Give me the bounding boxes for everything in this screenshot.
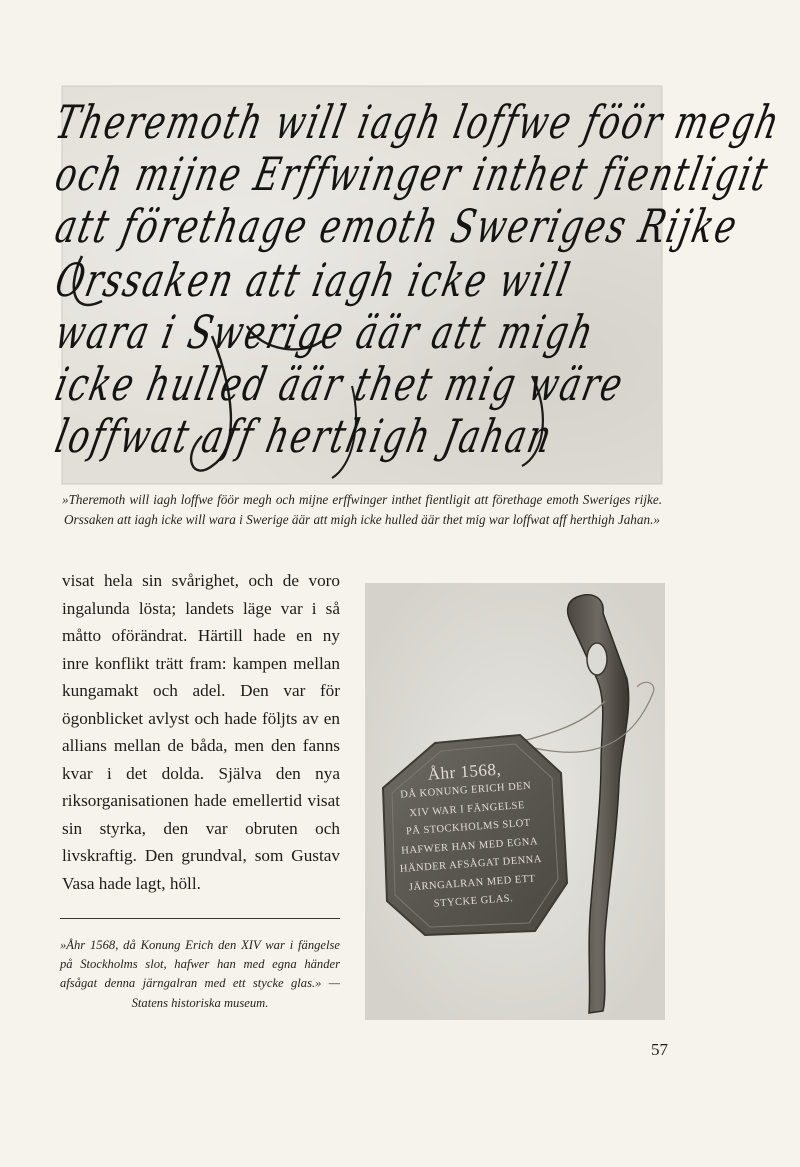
plaque-line: Åhr 1568, [427, 759, 502, 784]
manuscript-line: loffwat aff herthigh Jahan [50, 410, 558, 464]
caption-divider [60, 918, 340, 919]
manuscript-line: Orssaken att iagh icke will [50, 254, 576, 308]
plaque-line: DÅ KONUNG ERICH DEN [399, 780, 532, 801]
bar-hole [587, 643, 607, 675]
plaque-line: XIV WAR I FÄNGELSE [408, 799, 526, 819]
manuscript-line: icke hulled äär thet mig wäre [50, 358, 629, 412]
manuscript-line: och mijne Erffwinger inthet fientligit [50, 148, 774, 202]
body-paragraph: visat hela sin svårighet, och de voro ingalunda lösta; landets läge var i så måtto oförändrat. Härtill hade en ny inre konflikt trätt fram: kampen mellan kungamakt och adel. Den var för ögonblicket avlyst och hade följts av en allians mellan de båda, men den fanns kvar i det dolda. Själva den nya riksorganisationen hade emellertid visat sin styrka, den var obruten och livskraftig. Den grundval, som Gustav Vasa hade lagt, höll. [62, 571, 340, 893]
hanging-string [515, 701, 605, 743]
manuscript-caption: »Theremoth will iagh loffwe föör megh och mijne erffwinger inthet fientligit att förethage emoth Sweriges rijke. Orssaken att iagh icke will wara i Swerige äär att migh icke hulled äär thet mig war loffwat aff herthigh Jahan.» [62, 492, 662, 527]
page-number: 57 [651, 1040, 668, 1059]
plaque-line: STYCKE GLAS. [433, 893, 514, 910]
manuscript-line: att förethage emoth Sweriges Rijke [50, 200, 744, 254]
manuscript-line: wara i Swerige äär att migh [50, 306, 600, 360]
object-caption: »Åhr 1568, då Konung Erich den XIV war i fängelse på Stockholms slot, hafwer han med egna händer afsågat denna järngalran med ett stycke glas.» — Statens historiska museum. [60, 938, 340, 1010]
plaque-line: HAFWER HAN MED EGNA [400, 835, 539, 857]
manuscript-photo [50, 86, 786, 484]
plaque-inscription [384, 757, 554, 917]
plaque-line: JÄRNGALRAN MED ETT [408, 872, 536, 893]
manuscript-line: Theremoth will iagh loffwe föör megh [50, 96, 786, 150]
plaque-line: HÄNDER AFSÅGAT DENNA [399, 853, 543, 875]
plaque-line: PÅ STOCKHOLMS SLOT [405, 817, 532, 838]
